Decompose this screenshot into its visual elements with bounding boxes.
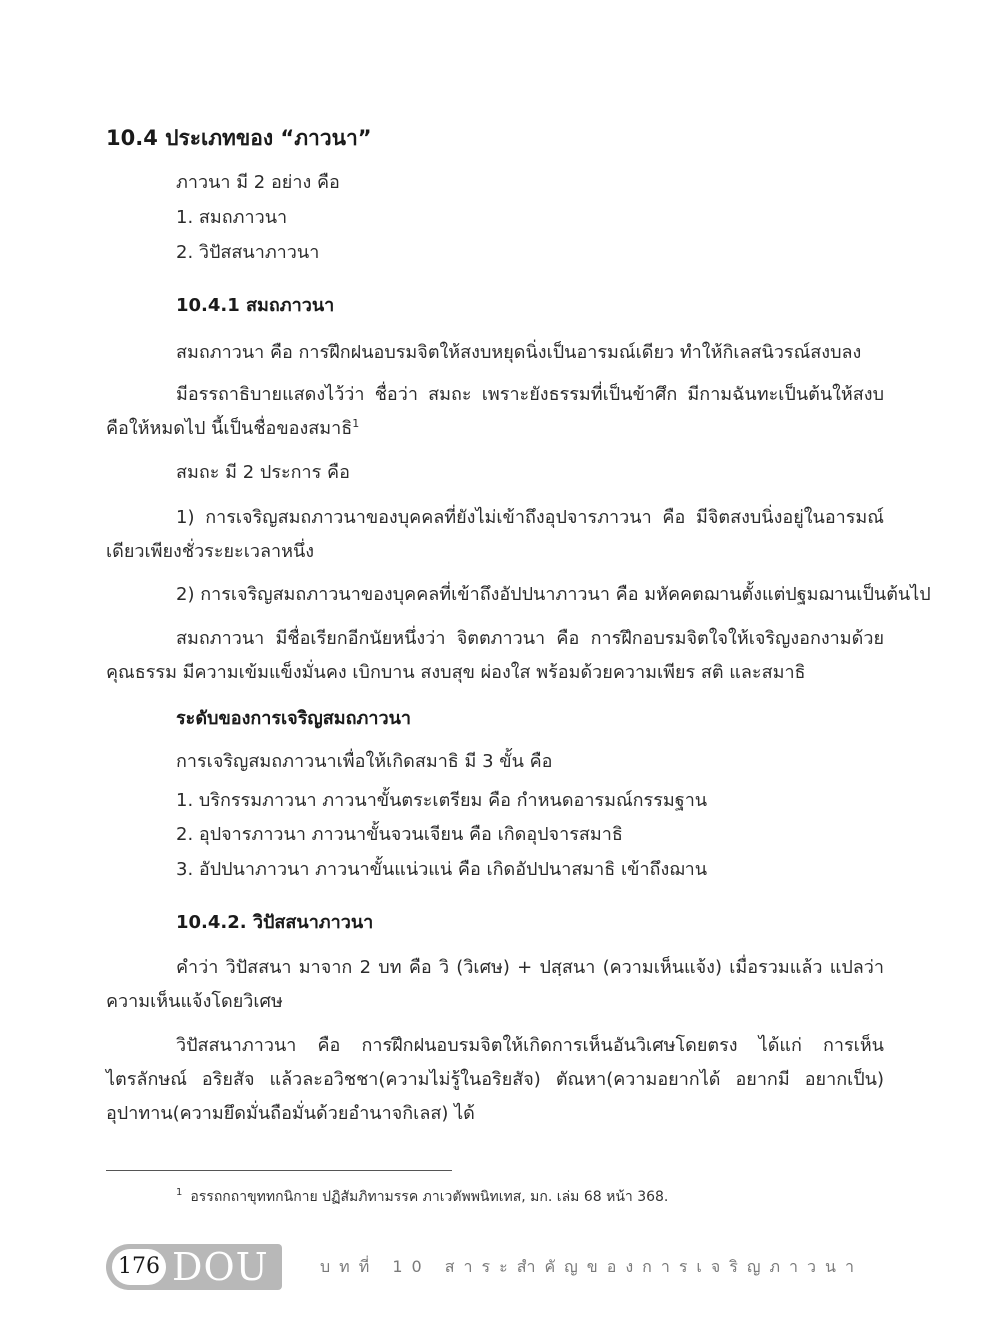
samatha-kinds-intro: สมถะ มี 2 ประการ คือ [176, 462, 350, 483]
vipassana-definition: วิปัสสนาภาวนา คือ การฝึกฝนอบรมจิตให้เกิดการเห็นอันวิเศษโดยตรง ได้แก่ การเห็นไตรลักษณ์ อริยสัจ แล้วละอวิชชา(ความไม่รู้ในอริยสัจ) ตัณหา(ความอยากได้ อยากมี อยากเป็น) อุปาทาน(ความยึดมั่นถือมั่นด้วยอำนาจกิเลส) ได้ [106, 1035, 884, 1124]
samatha-other-name: สมถภาวนา มีชื่อเรียกอีกนัยหนึ่งว่า จิตตภาวนา คือ การฝึกอบรมจิตใจให้เจริญงอกงามด้วยคุณธรรม มีความเข้มแข็งมั่นคง เบิกบาน สงบสุข ผ่องใส พร้อมด้วยความเพียร สติ และสมาธิ [106, 628, 884, 683]
samatha-explanation [106, 378, 884, 446]
samatha-kind-1: 1) การเจริญสมถภาวนาของบุคคลที่ยังไม่เข้าถึงอุปจารภาวนา คือ มีจิตสงบนิ่งอยู่ในอารมณ์เดียวเพียงชั่วระยะเวลาหนึ่ง [106, 507, 884, 562]
type-item-1: 1. สมถภาวนา [176, 207, 288, 228]
page-badge [106, 1244, 282, 1290]
samatha-kind-2: 2) การเจริญสมถภาวนาของบุคคลที่เข้าถึงอัปปนาภาวนา คือ มหัคคตฌานตั้งแต่ปฐมฌานเป็นต้นไป [176, 584, 931, 605]
footnote-reference: 1 [352, 417, 360, 430]
types-intro: ภาวนา มี 2 อย่าง คือ [176, 172, 340, 193]
chapter-title: บทที่ 10 สาระสำคัญของการเจริญภาวนา [320, 1257, 863, 1276]
level-item-1: 1. บริกรรมภาวนา ภาวนาขั้นตระเตรียม คือ กำหนดอารมณ์กรรมฐาน [176, 790, 708, 811]
samatha-explanation-text: มีอรรถาธิบายแสดงไว้ว่า ชื่อว่า สมถะ เพราะยังธรรมที่เป็นข้าศึก มีกามฉันทะเป็นต้นให้สงบ คือให้หมดไป นี้เป็นชื่อของสมาธิ [106, 384, 884, 439]
level-item-2: 2. อุปจารภาวนา ภาวนาขั้นจวนเจียน คือ เกิดอุปจารสมาธิ [176, 824, 623, 845]
section-heading: 10.4 ประเภทของ “ภาวนา” [106, 126, 372, 150]
footnote-text: อรรถกถาขุททกนิกาย ปฏิสัมภิทามรรค ภาเวตัพพนิทเทส, มก. เล่ม 68 หน้า 368. [190, 1189, 669, 1205]
footnote [176, 1186, 668, 1208]
levels-heading: ระดับของการเจริญสมถภาวนา [176, 708, 411, 729]
footnote-number: 1 [176, 1187, 183, 1198]
level-item-3: 3. อัปปนาภาวนา ภาวนาขั้นแน่วแน่ คือ เกิดอัปปนาสมาธิ เข้าถึงฌาน [176, 859, 708, 880]
vipassana-etymology: คำว่า วิปัสสนา มาจาก 2 บท คือ วิ (วิเศษ) + ปสฺสนา (ความเห็นแจ้ง) เมื่อรวมแล้ว แปลว่า ความเห็นแจ้งโดยวิเศษ [106, 957, 884, 1012]
type-item-2: 2. วิปัสสนาภาวนา [176, 242, 320, 263]
vipassana-heading: 10.4.2. วิปัสสนาภาวนา [176, 912, 374, 933]
levels-intro: การเจริญสมถภาวนาเพื่อให้เกิดสมาธิ มี 3 ขั้น คือ [176, 751, 553, 772]
page-number: 176 [112, 1249, 166, 1285]
samatha-heading: 10.4.1 สมถภาวนา [176, 295, 335, 316]
samatha-definition: สมถภาวนา คือ การฝึกฝนอบรมจิตให้สงบหยุดนิ่งเป็นอารมณ์เดียว ทำให้กิเลสนิวรณ์สงบลง [176, 342, 862, 363]
footnote-divider [106, 1170, 452, 1171]
dou-logo: DOU [172, 1245, 269, 1289]
